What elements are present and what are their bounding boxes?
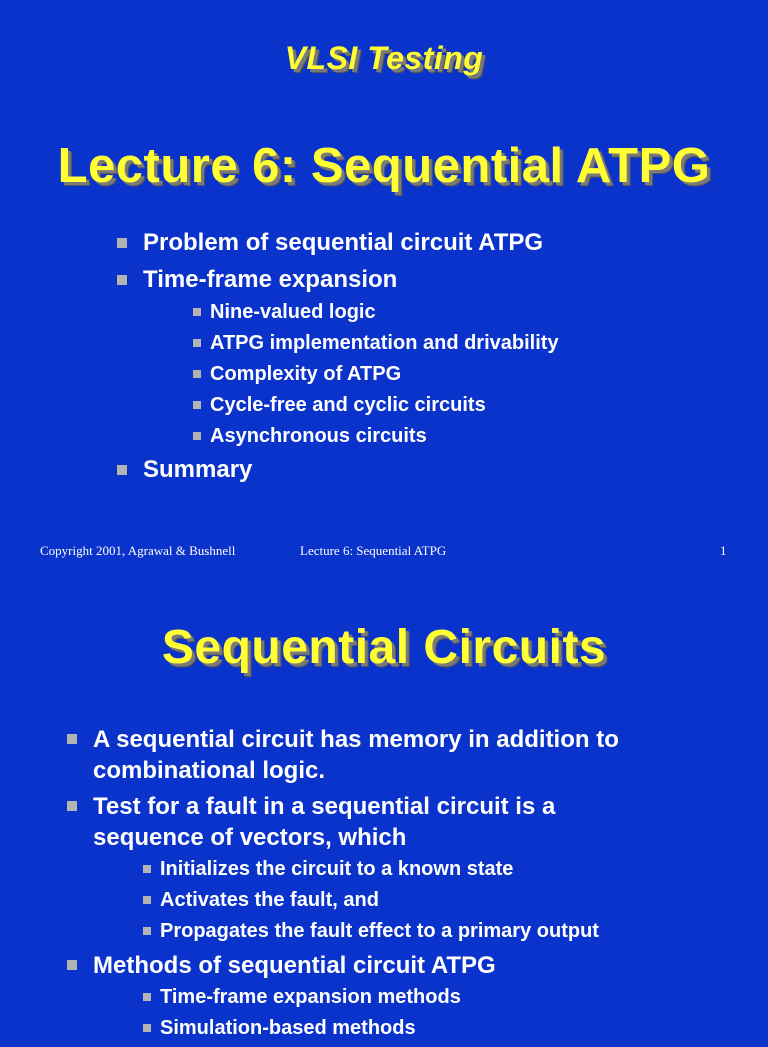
sub-bullet-item xyxy=(160,1016,673,1040)
footer-copyright: Copyright 2001, Agrawal & Bushnell xyxy=(40,543,236,558)
bullet-text: Test for a fault in a sequential circuit is a sequence of vectors, which xyxy=(93,793,556,851)
bullet-item xyxy=(93,724,673,786)
sub-bullet-text: Simulation-based methods xyxy=(160,1017,416,1039)
sub-bullet-text: Complexity of ATPG xyxy=(210,363,402,385)
sub-bullet-item xyxy=(210,331,559,355)
square-bullet-icon xyxy=(143,927,151,935)
sub-bullet-item xyxy=(160,888,673,912)
slide-2-title: Sequential Circuits xyxy=(161,621,607,674)
bullet-text: Summary xyxy=(143,456,253,483)
sub-bullet-item xyxy=(210,362,559,386)
sub-bullet-item xyxy=(210,393,559,417)
sub-bullet-text: Propagates the fault effect to a primary output xyxy=(160,920,599,942)
lecture-title: Lecture 6: Sequential ATPG xyxy=(57,139,711,193)
sub-bullet-text: ATPG implementation and drivability xyxy=(210,332,559,354)
square-bullet-icon xyxy=(143,993,151,1001)
slide-1-bullet-list xyxy=(143,228,559,484)
square-bullet-icon xyxy=(193,401,201,409)
bullet-item xyxy=(143,265,559,294)
square-bullet-icon xyxy=(117,275,127,285)
square-bullet-icon xyxy=(67,734,77,744)
sub-bullet-list xyxy=(160,985,673,1040)
footer-page-number: 1 xyxy=(720,543,727,558)
square-bullet-icon xyxy=(143,896,151,904)
sub-bullet-item xyxy=(210,300,559,324)
sub-bullet-item xyxy=(160,857,673,881)
bullet-text: Methods of sequential circuit ATPG xyxy=(93,952,496,979)
sub-bullet-item xyxy=(210,424,559,448)
square-bullet-icon xyxy=(193,339,201,347)
sub-bullet-list xyxy=(210,300,559,448)
square-bullet-icon xyxy=(67,960,77,970)
bullet-item xyxy=(143,455,559,484)
bullet-text: Problem of sequential circuit ATPG xyxy=(143,229,544,256)
sub-bullet-text: Time-frame expansion methods xyxy=(160,986,461,1008)
sub-bullet-text: Nine-valued logic xyxy=(210,301,376,323)
square-bullet-icon xyxy=(117,465,127,475)
bullet-item xyxy=(93,791,613,853)
sub-bullet-list xyxy=(160,857,673,943)
square-bullet-icon xyxy=(117,238,127,248)
course-title: VLSI Testing xyxy=(284,40,484,76)
sub-bullet-text: Cycle-free and cyclic circuits xyxy=(210,394,486,416)
sub-bullet-item xyxy=(160,919,673,943)
sub-bullet-item xyxy=(160,985,673,1009)
square-bullet-icon xyxy=(67,801,77,811)
square-bullet-icon xyxy=(193,432,201,440)
footer-lecture: Lecture 6: Sequential ATPG xyxy=(300,543,447,558)
square-bullet-icon xyxy=(143,865,151,873)
slide-2-bullet-list xyxy=(93,724,673,1047)
bullet-item xyxy=(143,228,559,257)
square-bullet-icon xyxy=(193,370,201,378)
slide-2 xyxy=(0,576,768,1039)
bullet-text: Time-frame expansion xyxy=(143,266,398,293)
sub-bullet-text: Activates the fault, and xyxy=(160,889,379,911)
bullet-item xyxy=(93,950,673,981)
square-bullet-icon xyxy=(193,308,201,316)
sub-bullet-text: Initializes the circuit to a known state xyxy=(160,858,514,880)
sub-bullet-text: Asynchronous circuits xyxy=(210,425,427,447)
bullet-text: A sequential circuit has memory in addition to combinational logic. xyxy=(93,726,619,784)
square-bullet-icon xyxy=(143,1024,151,1032)
